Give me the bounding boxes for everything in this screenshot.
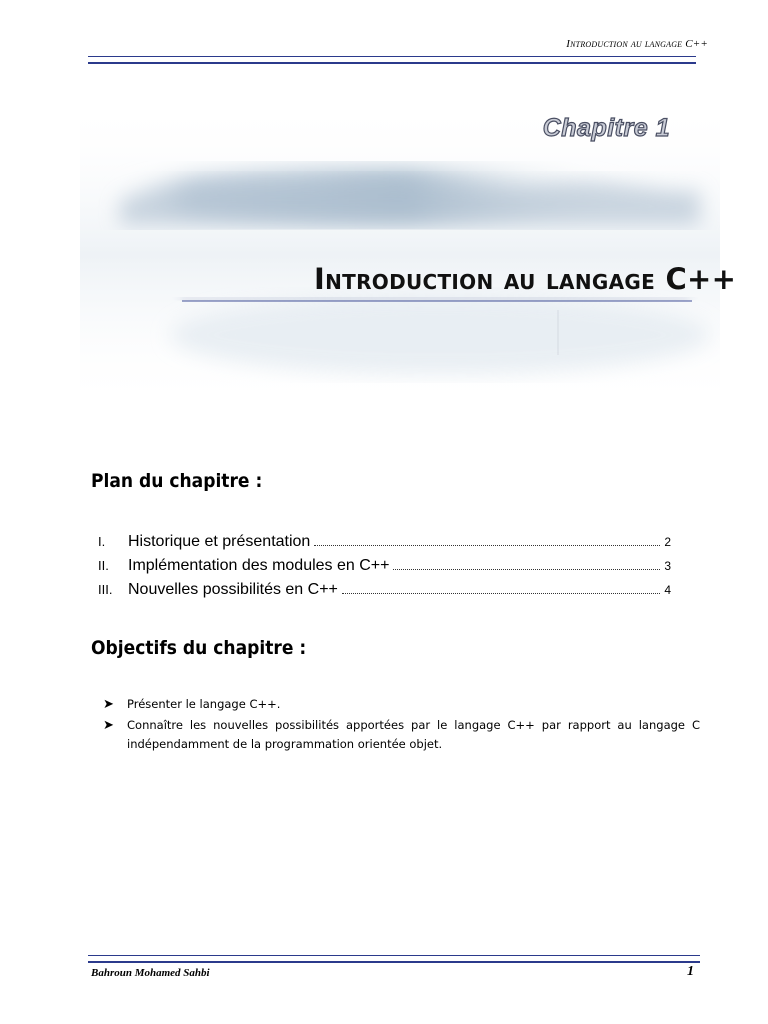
toc-item-label: Nouvelles possibilités en C++ (128, 581, 338, 598)
toc-item-page: 4 (664, 583, 671, 597)
chapter-banner-background (80, 100, 720, 410)
objectives-list (103, 695, 700, 756)
footer-page-number: 1 (687, 964, 694, 979)
toc-item-number: II. (98, 558, 109, 573)
list-item (103, 695, 700, 714)
toc-item-number: I. (98, 534, 106, 549)
arrowhead-bullet-icon: ➤ (103, 718, 114, 733)
header-rule (88, 56, 696, 64)
chapter-label: Chapitre 1 (542, 114, 670, 142)
toc-item[interactable] (98, 533, 671, 557)
objectives-heading: Objectifs du chapitre : (91, 637, 307, 659)
arrowhead-bullet-icon: ➤ (103, 697, 114, 712)
toc-item-label: Historique et présentation (128, 533, 311, 550)
list-item (103, 716, 700, 754)
plan-heading: Plan du chapitre : (91, 470, 263, 492)
toc-item-page: 2 (664, 535, 671, 549)
toc-item[interactable] (98, 581, 671, 605)
toc-item-page: 3 (664, 559, 671, 573)
objective-text: Présenter le langage C++. (127, 697, 281, 711)
footer-author: Bahroun Mohamed Sahbi (91, 967, 210, 979)
toc-leader-dots (342, 593, 660, 594)
toc-leader-dots (314, 545, 660, 546)
objective-text: Connaître les nouvelles possibilités apportées par le langage C++ par rapport au langage C indépendamment de la programmation orientée objet. (127, 718, 700, 751)
toc-leader-dots (393, 569, 660, 570)
toc-item[interactable] (98, 557, 671, 581)
footer-rule (88, 955, 700, 963)
toc-item-label: Implémentation des modules en C++ (128, 557, 390, 574)
chapter-title: Introduction au langage C++ (314, 262, 737, 296)
header-running-title: Introduction au langage C++ (566, 38, 708, 50)
toc-item-number: III. (98, 582, 113, 597)
table-of-contents (98, 533, 671, 605)
